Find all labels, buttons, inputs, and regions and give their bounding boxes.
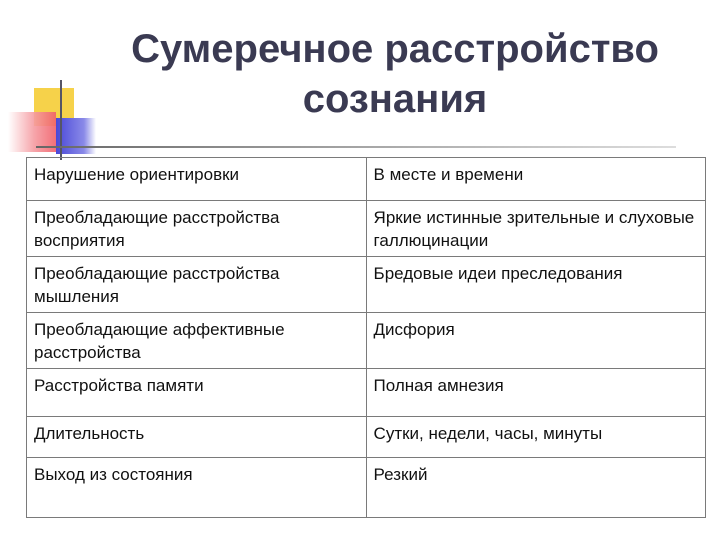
decorative-vertical-line — [60, 80, 62, 160]
row-value: В месте и времени — [366, 158, 705, 201]
row-value: Яркие истинные зрительные и слуховые галлюцинации — [366, 201, 705, 257]
row-label: Преобладающие расстройства мышления — [27, 257, 367, 313]
slide-title — [90, 24, 700, 124]
row-label: Длительность — [27, 417, 367, 458]
table-row — [27, 369, 706, 417]
row-label: Преобладающие аффективные расстройства — [27, 313, 367, 369]
row-value: Дисфория — [366, 313, 705, 369]
title-underline — [36, 146, 676, 148]
row-value: Сутки, недели, часы, минуты — [366, 417, 705, 458]
table-row — [27, 417, 706, 458]
table-row — [27, 257, 706, 313]
slide-title-line-2: сознания — [302, 77, 488, 121]
table-row — [27, 313, 706, 369]
row-label: Нарушение ориентировки — [27, 158, 367, 201]
table-row — [27, 458, 706, 518]
row-value: Резкий — [366, 458, 705, 518]
table-row — [27, 158, 706, 201]
row-value: Бредовые идеи преследования — [366, 257, 705, 313]
row-value: Полная амнезия — [366, 369, 705, 417]
row-label: Расстройства памяти — [27, 369, 367, 417]
table-row — [27, 201, 706, 257]
row-label: Выход из состояния — [27, 458, 367, 518]
row-label: Преобладающие расстройства восприятия — [27, 201, 367, 257]
info-table — [26, 157, 706, 518]
slide-title-line-1: Сумеречное расстройство — [131, 27, 659, 71]
